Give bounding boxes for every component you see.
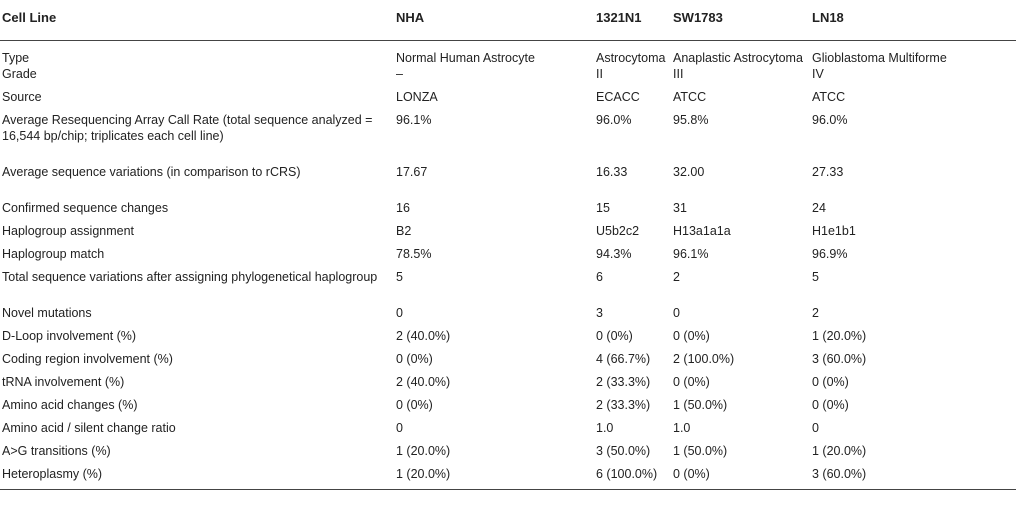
column-header-sw1783: SW1783 [673, 10, 723, 25]
cell-value: 4 (66.7%) [596, 352, 651, 366]
cell-value: 6 [596, 270, 603, 284]
table-row [0, 112, 1016, 164]
table-row [0, 351, 1016, 374]
cell-value: – [396, 67, 403, 81]
row-label: Grade [2, 67, 37, 81]
cell-value: 0 (0%) [812, 398, 849, 412]
cell-value: 94.3% [596, 247, 632, 261]
table-row [0, 397, 1016, 420]
cell-value: 0 [673, 306, 680, 320]
row-label: Average sequence variations (in comparison to rCRS) [2, 165, 301, 179]
row-label: Coding region involvement (%) [2, 352, 173, 366]
cell-value: 1 (20.0%) [812, 444, 867, 458]
cell-value: 3 (60.0%) [812, 352, 867, 366]
row-label: Haplogroup match [2, 247, 105, 261]
cell-value: 96.1% [396, 113, 432, 127]
table-row [0, 246, 1016, 269]
cell-value: 3 [596, 306, 603, 320]
column-header-cell-line: Cell Line [2, 10, 57, 25]
cell-value: 1 (50.0%) [673, 444, 728, 458]
table-row [0, 269, 1016, 305]
cell-value: 32.00 [673, 165, 705, 179]
table-row [0, 443, 1016, 466]
cell-value: 3 (60.0%) [812, 467, 867, 481]
column-header-nha: NHA [396, 10, 425, 25]
cell-value: 0 [812, 421, 819, 435]
row-label: tRNA involvement (%) [2, 375, 125, 389]
cell-value: 2 [812, 306, 819, 320]
column-header-1321n1: 1321N1 [596, 10, 642, 25]
row-label: A>G transitions (%) [2, 444, 111, 458]
cell-value: Normal Human Astrocyte [396, 51, 535, 65]
table-row [0, 164, 1016, 200]
table-header [0, 0, 1016, 41]
cell-value: H1e1b1 [812, 224, 856, 238]
cell-value: 96.9% [812, 247, 848, 261]
cell-value: 1.0 [596, 421, 614, 435]
cell-value: 17.67 [396, 165, 428, 179]
cell-value: 0 (0%) [396, 352, 433, 366]
cell-value: III [673, 67, 684, 81]
cell-value: 24 [812, 201, 826, 215]
cell-value: 2 (40.0%) [396, 375, 451, 389]
cell-value: 3 (50.0%) [596, 444, 651, 458]
cell-value: Astrocytoma [596, 51, 666, 65]
row-label: Source [2, 90, 42, 104]
cell-value: IV [812, 67, 824, 81]
cell-value: U5b2c2 [596, 224, 640, 238]
row-label: Total sequence variations after assigning phylogenetical haplogroup [2, 270, 378, 284]
cell-value: 78.5% [396, 247, 432, 261]
cell-value: 6 (100.0%) [596, 467, 658, 481]
cell-value: B2 [396, 224, 412, 238]
cell-value: Anaplastic Astrocytoma [673, 51, 803, 65]
row-label: Heteroplasmy (%) [2, 467, 103, 481]
cell-value: 15 [596, 201, 610, 215]
row-label: Amino acid / silent change ratio [2, 421, 176, 435]
cell-value: 2 [673, 270, 680, 284]
cell-value: LONZA [396, 90, 438, 104]
table-row [0, 200, 1016, 223]
cell-value: 0 (0%) [673, 375, 710, 389]
table-body [0, 41, 1016, 490]
cell-value: ATCC [673, 90, 707, 104]
cell-value: 1 (20.0%) [812, 329, 867, 343]
table-row [0, 223, 1016, 246]
cell-value: 16.33 [596, 165, 628, 179]
cell-value: 2 (33.3%) [596, 398, 651, 412]
cell-value: 2 (33.3%) [596, 375, 651, 389]
cell-value: 0 (0%) [673, 467, 710, 481]
cell-value: ECACC [596, 90, 640, 104]
row-label: Type [2, 51, 30, 65]
row-label: Novel mutations [2, 306, 92, 320]
cell-value: Glioblastoma Multiforme [812, 51, 947, 65]
cell-value: II [596, 67, 603, 81]
cell-value: 27.33 [812, 165, 844, 179]
cell-value: 2 (100.0%) [673, 352, 735, 366]
cell-value: 96.0% [812, 113, 848, 127]
table-row [0, 89, 1016, 112]
table-row [0, 305, 1016, 328]
cell-value: 1 (50.0%) [673, 398, 728, 412]
cell-value: 5 [812, 270, 819, 284]
cell-value: 16 [396, 201, 410, 215]
cell-value: 0 [396, 421, 403, 435]
cell-value: 1 (20.0%) [396, 467, 451, 481]
cell-value: 96.1% [673, 247, 709, 261]
row-label: Average Resequencing Array Call Rate (total sequence analyzed = 16,544 bp/chip; triplicates each cell line) [2, 113, 373, 143]
cell-value: 0 (0%) [673, 329, 710, 343]
cell-value: 0 (0%) [396, 398, 433, 412]
cell-value: 0 (0%) [812, 375, 849, 389]
row-label: Haplogroup assignment [2, 224, 135, 238]
cell-value: ATCC [812, 90, 846, 104]
row-label: D-Loop involvement (%) [2, 329, 137, 343]
column-header-ln18: LN18 [812, 10, 844, 25]
cell-value: 96.0% [596, 113, 632, 127]
table-row [0, 374, 1016, 397]
cell-value: 31 [673, 201, 687, 215]
cell-value: H13a1a1a [673, 224, 731, 238]
cell-value: 95.8% [673, 113, 709, 127]
row-label: Confirmed sequence changes [2, 201, 169, 215]
table-row [0, 66, 1016, 89]
table-row [0, 420, 1016, 443]
table-row [0, 328, 1016, 351]
header-row [0, 0, 1016, 41]
cell-value: 5 [396, 270, 403, 284]
table-row [0, 41, 1016, 67]
cell-value: 1.0 [673, 421, 691, 435]
cell-value: 0 [396, 306, 403, 320]
cell-value: 1 (20.0%) [396, 444, 451, 458]
table-row [0, 466, 1016, 490]
cell-value: 2 (40.0%) [396, 329, 451, 343]
cell-value: 0 (0%) [596, 329, 633, 343]
row-label: Amino acid changes (%) [2, 398, 138, 412]
